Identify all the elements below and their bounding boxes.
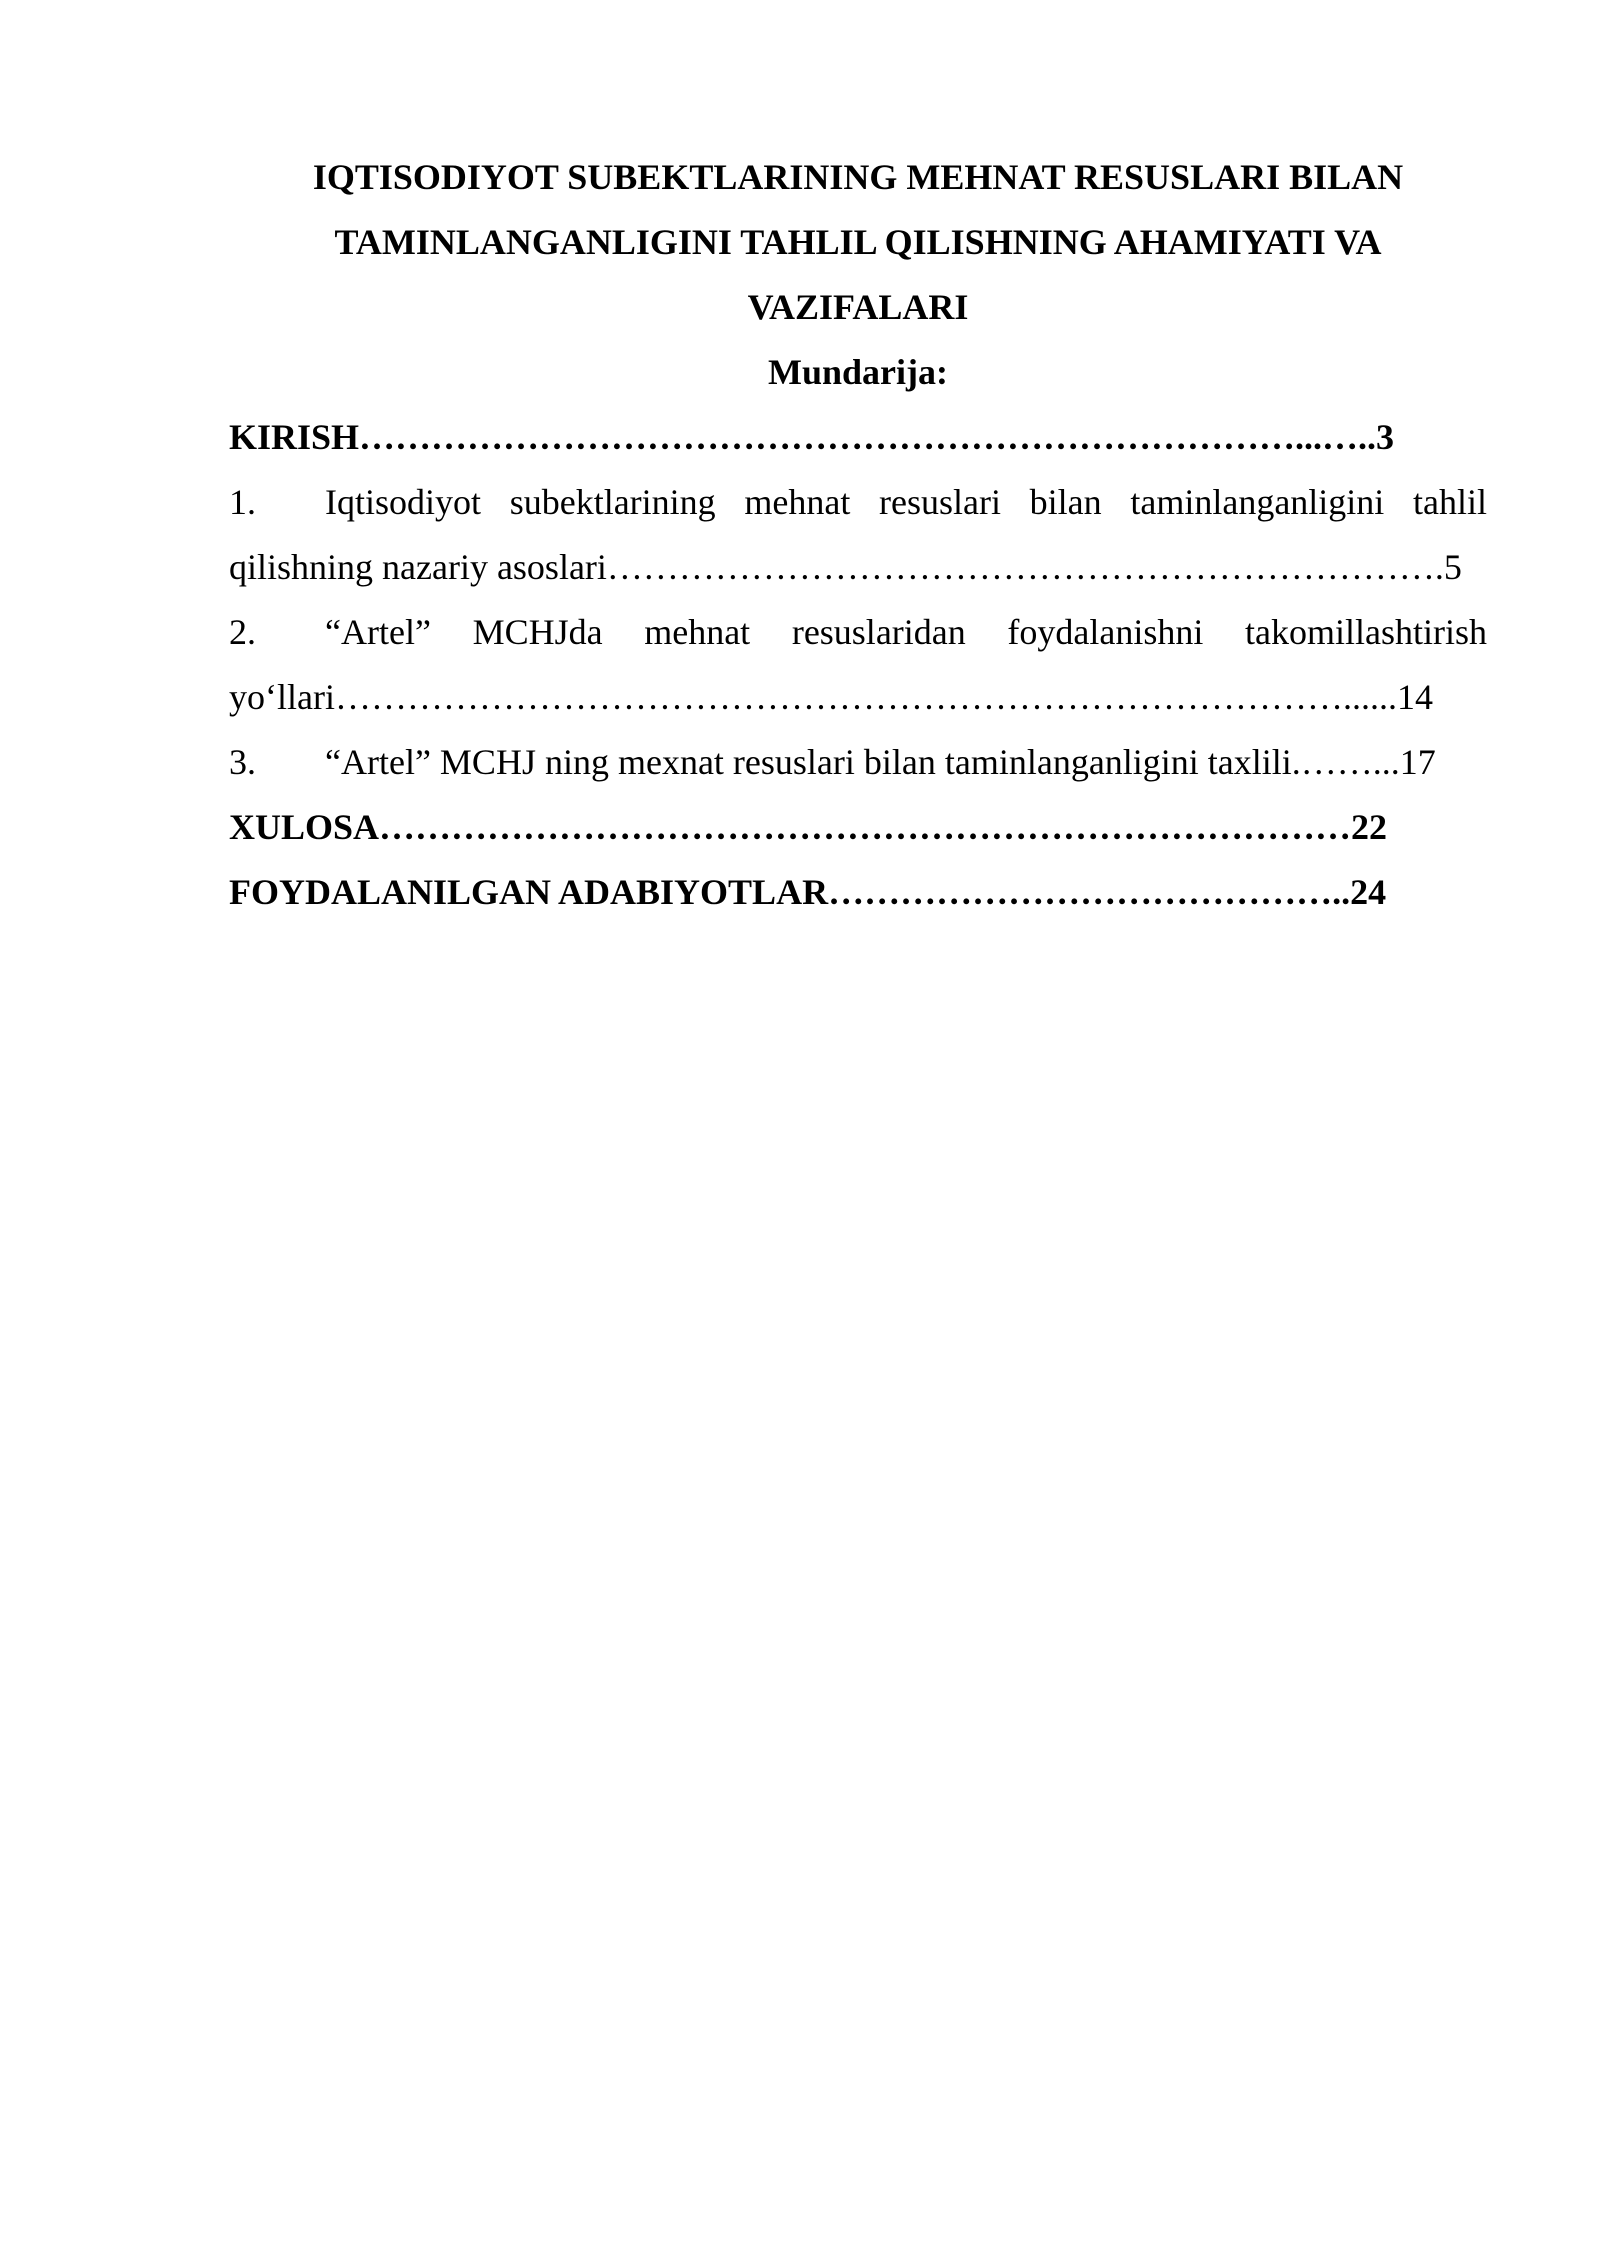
toc-entry-3-number: 3. (229, 742, 256, 782)
toc-entry-kirish: KIRISH……………………………………………………………………...…..3 (229, 417, 1395, 457)
toc-entry-adabiyotlar: FOYDALANILGAN ADABIYOTLAR……………………………………..24 (229, 872, 1387, 912)
toc-entry-1-text: Iqtisodiyot subektlarining mehnat resuslari bilan taminlanganligini tahlil (325, 482, 1487, 522)
toc-entry-2-line-2: yo‘llari…………………………………………………………………………......14 (229, 677, 1433, 717)
toc-entry-2-number: 2. (229, 612, 256, 652)
title-line-1: IQTISODIYOT SUBEKTLARINING MEHNAT RESUSLARI BILAN (312, 157, 1404, 197)
toc-entry-xulosa: XULOSA………………………………………………………………………22 (229, 807, 1388, 847)
document-title (229, 145, 1487, 340)
toc-entry-2-line-1 (229, 600, 1487, 665)
toc-heading: Mundarija: (768, 352, 948, 392)
document-content (229, 145, 1487, 925)
toc-entry-1-number: 1. (229, 482, 256, 522)
toc-entry-1-line-1 (229, 470, 1487, 535)
toc-entry-3 (229, 730, 1487, 795)
toc-entry-1-line-2: qilishning nazariy asoslari…………………………………………………………….5 (229, 547, 1462, 587)
toc-entry-2-text: “Artel” MCHJda mehnat resuslaridan foydalanishni takomillashtirish (325, 612, 1487, 652)
toc-entry-3-text: “Artel” MCHJ ning mexnat resuslari bilan taminlanganligini taxlili.……...17 (325, 742, 1436, 782)
title-line-2: TAMINLANGANLIGINI TAHLIL QILISHNING AHAMIYATI VA (334, 222, 1382, 262)
title-line-3: VAZIFALARI (747, 287, 969, 327)
table-of-contents (229, 405, 1487, 925)
